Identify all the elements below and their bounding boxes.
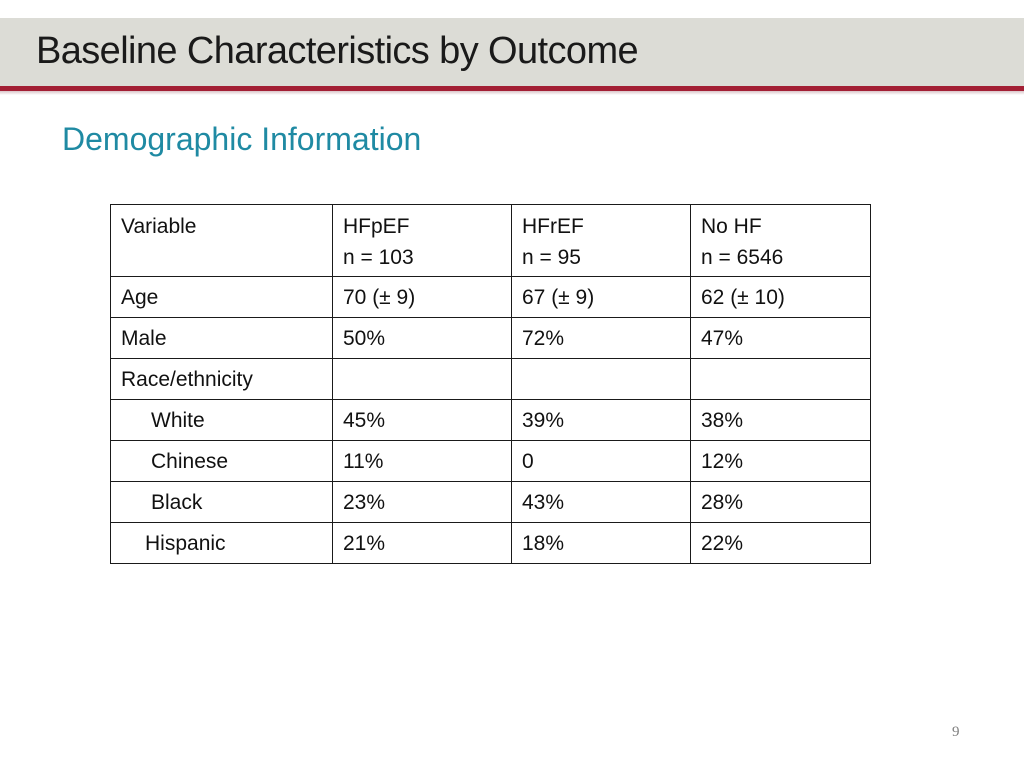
cell-hfref: 39% bbox=[512, 400, 691, 441]
header-cell-no-hf bbox=[691, 205, 871, 277]
cell-hfpef: 50% bbox=[333, 318, 512, 359]
header-cell-hfref bbox=[512, 205, 691, 277]
header-count: n = 95 bbox=[522, 246, 581, 269]
cell-hfpef: 45% bbox=[333, 400, 512, 441]
table-row-hispanic bbox=[111, 523, 871, 564]
header-count: n = 6546 bbox=[701, 246, 784, 269]
title-rule-shadow bbox=[0, 91, 1024, 95]
cell-variable: Chinese bbox=[111, 441, 333, 482]
header-label: HFpEF bbox=[343, 215, 410, 238]
cell-variable: Age bbox=[111, 277, 333, 318]
cell-hfpef: 23% bbox=[333, 482, 512, 523]
table-row-white bbox=[111, 400, 871, 441]
cell-hfref: 67 (± 9) bbox=[512, 277, 691, 318]
cell-hfpef: 21% bbox=[333, 523, 512, 564]
cell-no-hf: 12% bbox=[691, 441, 871, 482]
header-label: No HF bbox=[701, 215, 762, 238]
header-count: n = 103 bbox=[343, 246, 414, 269]
table-header-row bbox=[111, 205, 871, 277]
cell-variable: Race/ethnicity bbox=[111, 359, 333, 400]
table-row-chinese bbox=[111, 441, 871, 482]
header-label: Variable bbox=[121, 215, 197, 238]
cell-variable: Black bbox=[111, 482, 333, 523]
cell-variable: Hispanic bbox=[111, 523, 333, 564]
cell-hfref bbox=[512, 359, 691, 400]
table-row-race-ethnicity bbox=[111, 359, 871, 400]
cell-variable: Male bbox=[111, 318, 333, 359]
section-subtitle: Demographic Information bbox=[62, 121, 422, 157]
table-row-black bbox=[111, 482, 871, 523]
demographics-table bbox=[110, 204, 871, 564]
cell-no-hf: 62 (± 10) bbox=[691, 277, 871, 318]
cell-no-hf: 47% bbox=[691, 318, 871, 359]
page-number: 9 bbox=[952, 724, 960, 740]
cell-hfpef: 70 (± 9) bbox=[333, 277, 512, 318]
cell-hfref: 18% bbox=[512, 523, 691, 564]
cell-no-hf: 38% bbox=[691, 400, 871, 441]
slide-title: Baseline Characteristics by Outcome bbox=[36, 30, 639, 72]
header-cell-variable bbox=[111, 205, 333, 277]
table-row-age bbox=[111, 277, 871, 318]
cell-hfpef bbox=[333, 359, 512, 400]
cell-hfref: 43% bbox=[512, 482, 691, 523]
cell-hfpef: 11% bbox=[333, 441, 512, 482]
cell-no-hf bbox=[691, 359, 871, 400]
cell-hfref: 72% bbox=[512, 318, 691, 359]
cell-hfref: 0 bbox=[512, 441, 691, 482]
cell-no-hf: 22% bbox=[691, 523, 871, 564]
cell-variable: White bbox=[111, 400, 333, 441]
header-cell-hfpef bbox=[333, 205, 512, 277]
cell-no-hf: 28% bbox=[691, 482, 871, 523]
table-row-male bbox=[111, 318, 871, 359]
header-label: HFrEF bbox=[522, 215, 584, 238]
